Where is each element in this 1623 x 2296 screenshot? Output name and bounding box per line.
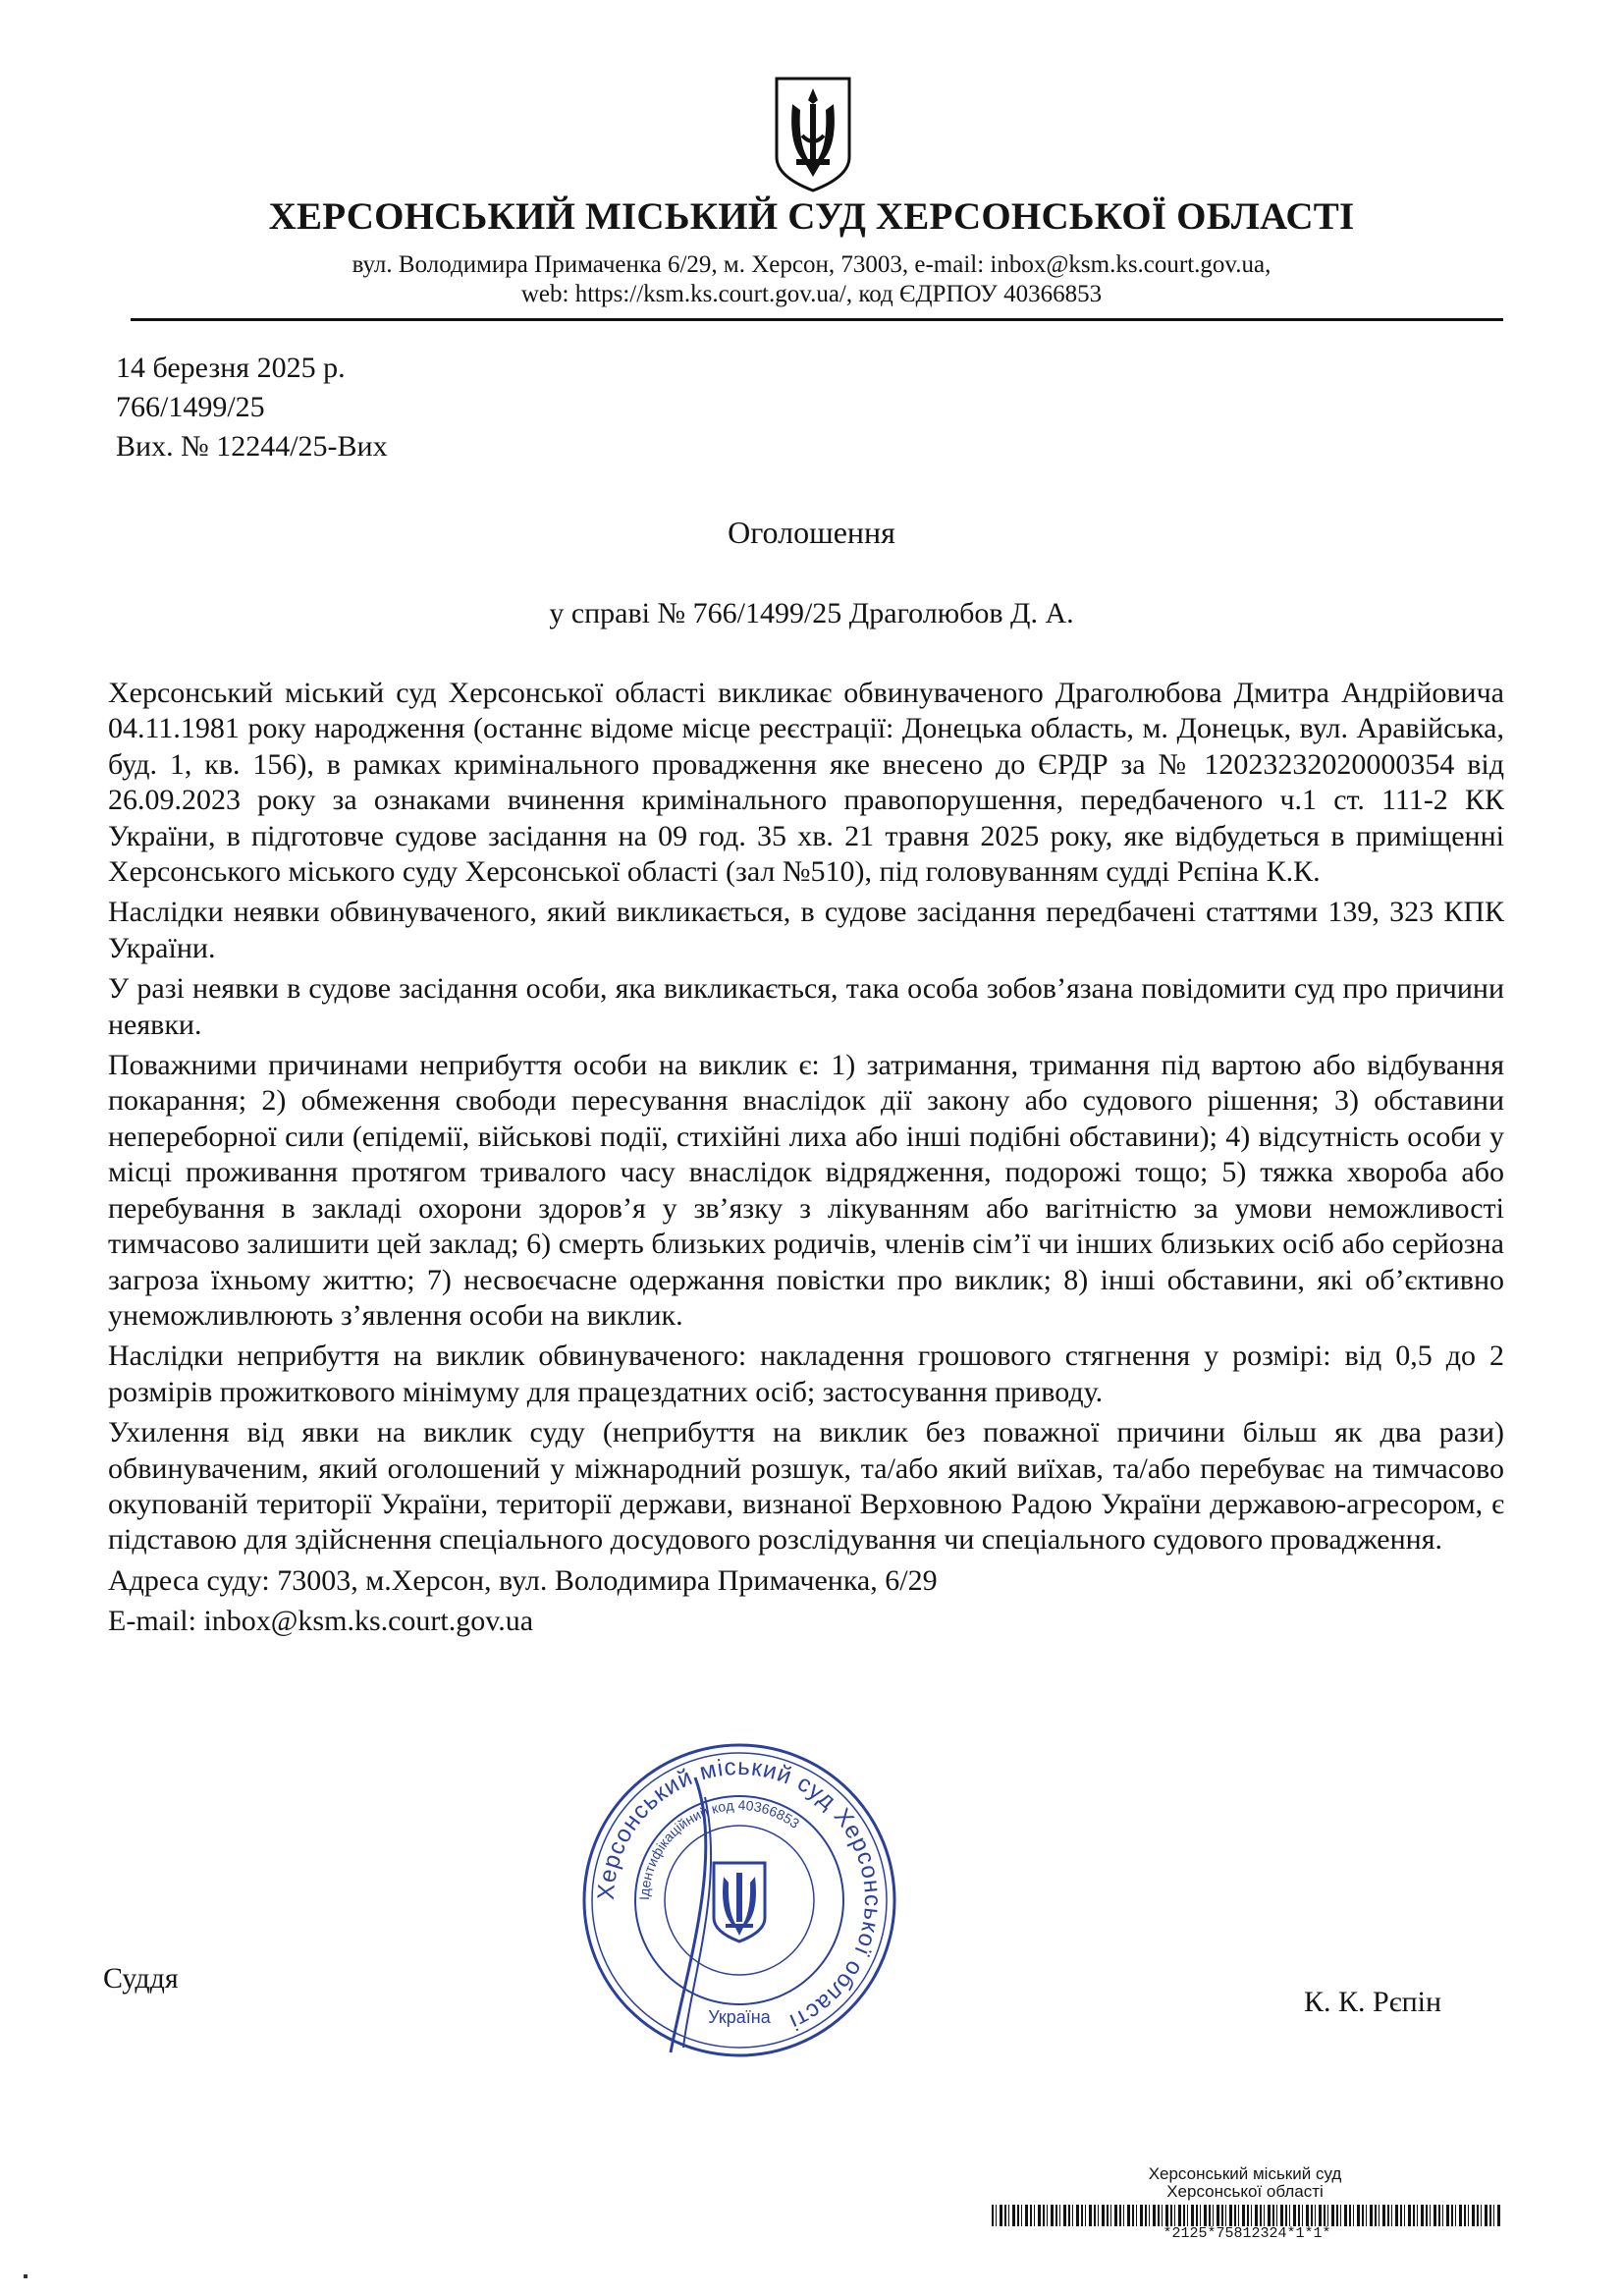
court-title: ХЕРСОНСЬКИЙ МІСЬКИЙ СУД ХЕРСОНСЬКОЇ ОБЛАСТІ — [268, 195, 1355, 238]
header-divider — [131, 318, 1503, 321]
document-date: 14 березня 2025 р. — [116, 352, 346, 384]
case-subtitle: у справі № 766/1499/25 Драголюбов Д. А. — [549, 597, 1074, 629]
notify-paragraph: У разі неявки в судове засідання особи, яка викликається, така особа зобов’язана повідомити суд про причини неявки. — [108, 972, 1504, 1041]
summons-paragraph: Херсонський міський суд Херсонської області викликає обвинуваченого Драголюбова Дмитра Андрійовича 04.11.1981 року народження (останнє відоме місце реєстрації: Донецька область, м. Донецьк, вул. Аравійська, буд. 1, кв. 156), в рамках кримінального провадження яке внесено до ЄРДР за № 12023232020000354 від 26.09.2023 року за ознаками вчинення кримінального правопорушення, передбаченого ч.1 ст. 111-2 КК України, в підготовче судове засідання на 09 год. 35 хв. 21 травня 2025 року, яке відбудеться в приміщенні Херсонського міського суду Херсонської області (зал №510), під головуванням судді Рєпіна К.К. — [108, 677, 1504, 889]
evasion-paragraph: Ухилення від явки на виклик суду (неприбуття на виклик без поважної причини більш як два рази) обвинуваченим, який оголошений у міжнародний розшук, та/або який виїхав, та/або перебуває на тимчасово окупованій території України, території держави, визнаної Верховною Радою України державою-агресором, є підставою для здійснення спеціального досудового розслідування чи спеціального судового провадження. — [108, 1416, 1504, 1557]
judge-role-label: Суддя — [103, 1962, 179, 1995]
outgoing-number: Вих. № 12244/25-Вих — [116, 430, 388, 463]
svg-text:Ідентифікаційний код 40366853 — [636, 1797, 802, 1900]
barcode — [992, 2205, 1502, 2226]
valid-reasons-paragraph: Поважними причинами неприбуття особи на виклик є: 1) затримання, тримання під вартою або відбування покарання; 2) обмеження свободи пересування внаслідок дії закону або судового рішення; 3) обставини непереборної сили (епідемії, військові події, стихійні лиха або інші подібні обставини); 4) відсутність особи у місці проживання протягом тривалого часу внаслідок відрядження, подорожі тощо; 5) тяжка хвороба або перебування в закладі охорони здоров’я у зв’язку з лікуванням або вагітністю за умови неможливості тимчасово залишити цей заклад; 6) смерть близьких родичів, членів сім’ї чи інших близьких осіб або серйозна загроза їхньому життю; 7) несвоєчасне одержання повістки про виклик; 8) інші обставини, які об’єктивно унеможливлюють з’явлення особи на виклик. — [108, 1049, 1504, 1332]
penalty-paragraph: Наслідки неприбуття на виклик обвинуваченого: накладення грошового стягнення у розмірі: від 0,5 до 2 розмірів прожиткового мінімуму для працездатних осіб; застосування приводу. — [108, 1339, 1504, 1408]
barcode-number: *2125*75812324*1*1* — [1163, 2225, 1331, 2242]
seal-bottom-text: Україна — [708, 2007, 771, 2027]
court-email: E-mail: inbox@ksm.ks.court.gov.ua — [108, 1605, 534, 1638]
trident-emblem-icon — [773, 75, 853, 194]
scan-mark — [24, 2274, 27, 2278]
court-seal-icon — [577, 1738, 901, 2062]
court-web-line: web: https://ksm.ks.court.gov.ua/, код ЄДРПОУ 40366853 — [520, 281, 1103, 307]
announcement-body — [108, 676, 1504, 1645]
footer-court-region: Херсонської області — [1166, 2182, 1324, 2201]
consequences-paragraph: Наслідки неявки обвинуваченого, який викликається, в судове засідання передбачені статтями 139, 323 КПК України. — [108, 896, 1504, 964]
court-address: Адреса суду: 73003, м.Херсон, вул. Володимира Примаченка, 6/29 — [108, 1563, 938, 1597]
court-address-line: вул. Володимира Примаченка 6/29, м. Херсон, 73003, e-mail: inbox@ksm.ks.court.gov.ua, — [352, 251, 1271, 278]
case-number: 766/1499/25 — [116, 391, 265, 423]
footer-court-name: Херсонський міський суд — [1148, 2164, 1342, 2183]
document-title: Оголошення — [728, 515, 895, 550]
seal-inner-text: Ідентифікаційний код 40366853 — [635, 1796, 803, 1901]
seal-ring-text: Херсонський міський суд Херсонської області — [592, 1753, 887, 2036]
judge-name: К. К. Рєпін — [1304, 1986, 1442, 2018]
